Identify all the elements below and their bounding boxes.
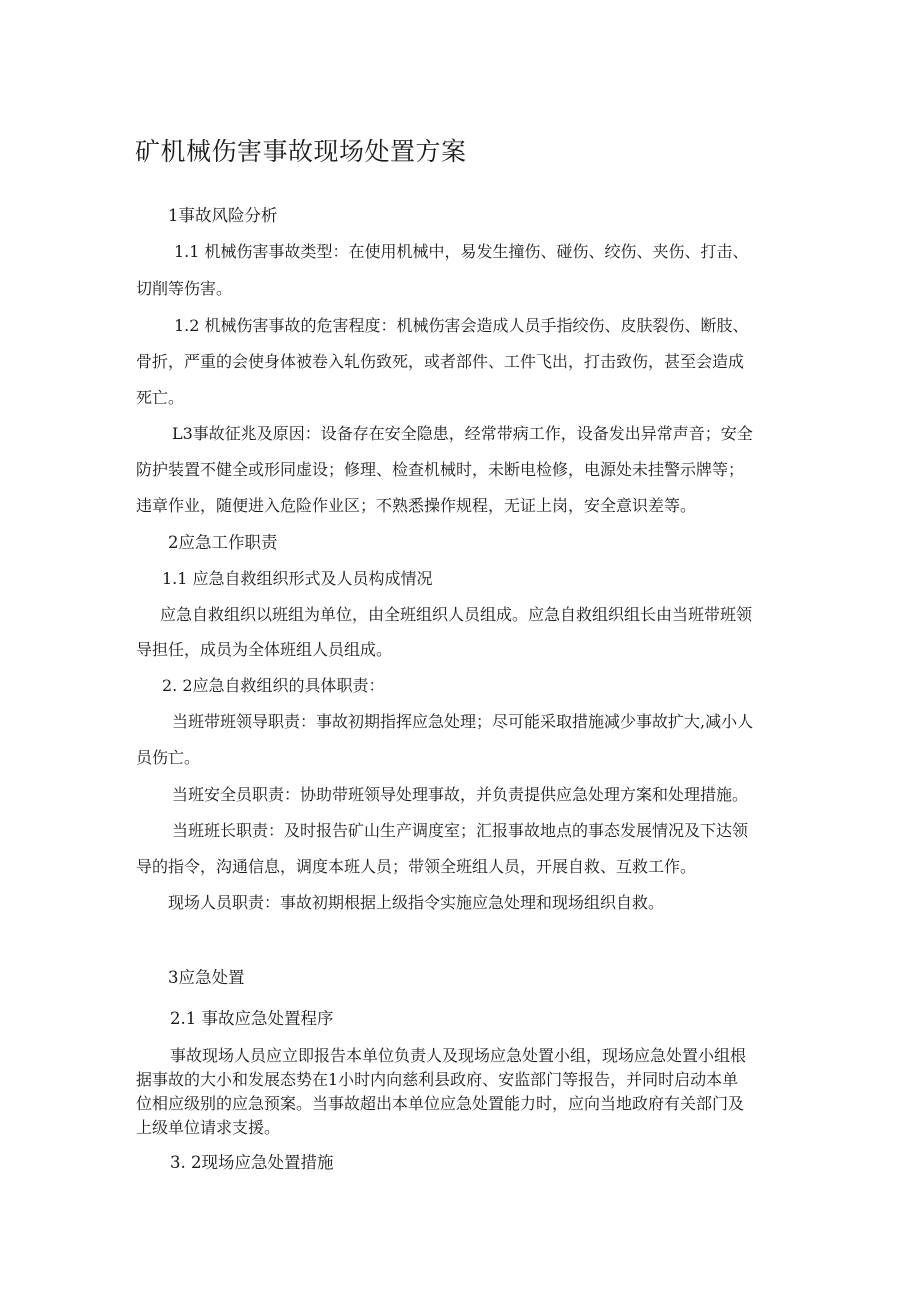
subsection-heading: 3. 2现场应急处置措施 xyxy=(170,1153,334,1172)
paragraph-line: 当班带班领导职责：事故初期指挥应急处理；尽可能采取措施减少事故扩大,减小人 xyxy=(172,712,754,731)
section-heading: 3应急处置 xyxy=(168,968,245,987)
paragraph-line: 应急自救组织以班组为单位，由全班组织人员组成。应急自救组织组长由当班带班领 xyxy=(160,605,753,624)
paragraph-line: L3事故征兆及原因：设备存在安全隐患，经常带病工作，设备发出异常声音；安全 xyxy=(172,424,753,443)
paragraph-line: 现场人员职责：事故初期根据上级指令实施应急处理和现场组织自救。 xyxy=(168,893,665,912)
paragraph-line: 当班安全员职责：协助带班领导处理事故，并负责提供应急处理方案和处理措施。 xyxy=(172,785,749,804)
paragraph-line: 骨折，严重的会使身体被卷入轧伤致死，或者部件、工件飞出，打击致伤，甚至会造成 xyxy=(136,352,745,371)
section-heading: 2应急工作职责 xyxy=(168,533,278,552)
paragraph-line: 据事故的大小和发展态势在1小时内向慈利县政府、安监部门等报告，并同时启动本单 xyxy=(136,1070,739,1089)
paragraph-line: 违章作业，随便进入危险作业区；不熟悉操作规程，无证上岗，安全意识差等。 xyxy=(136,496,697,515)
subsection-heading: 1.1 应急自救组织形式及人员构成情况 xyxy=(162,569,433,588)
paragraph-line: 1.2 机械伤害事故的危害程度：机械伤害会造成人员手指绞伤、皮肤裂伤、断肢、 xyxy=(174,316,749,335)
document-title: 矿机械伤害事故现场处置方案 xyxy=(135,137,467,166)
paragraph-line: 当班班长职责：及时报告矿山生产调度室；汇报事故地点的事态发展情况及下达领 xyxy=(172,821,749,840)
paragraph-line: 事故现场人员应立即报告本单位负责人及现场应急处置小组，现场应急处置小组根 xyxy=(170,1046,747,1065)
paragraph-line: 死亡。 xyxy=(136,388,185,407)
subsection-heading: 2. 2应急自救组织的具体职责： xyxy=(162,676,385,695)
section-heading: 1事故风险分析 xyxy=(168,206,278,225)
paragraph-line: 切削等伤害。 xyxy=(136,279,233,298)
paragraph-line: 上级单位请求支援。 xyxy=(136,1118,281,1137)
subsection-heading: 2.1 事故应急处置程序 xyxy=(170,1009,334,1028)
paragraph-line: 导担任，成员为全体班组人员组成。 xyxy=(136,640,393,659)
paragraph-line: 防护装置不健全或形同虚设；修理、检查机械时，未断电检修，电源处未挂警示牌等； xyxy=(136,460,745,479)
paragraph-line: 1.1 机械伤害事故类型：在使用机械中，易发生撞伤、碰伤、绞伤、夹伤、打击、 xyxy=(174,242,749,261)
paragraph-line: 导的指令，沟通信息，调度本班人员；带领全班组人员，开展自救、互救工作。 xyxy=(136,857,697,876)
paragraph-line: 员伤亡。 xyxy=(136,748,201,767)
paragraph-line: 位相应级别的应急预案。当事故超出本单位应急处置能力时，应向当地政府有关部门及 xyxy=(136,1094,745,1113)
